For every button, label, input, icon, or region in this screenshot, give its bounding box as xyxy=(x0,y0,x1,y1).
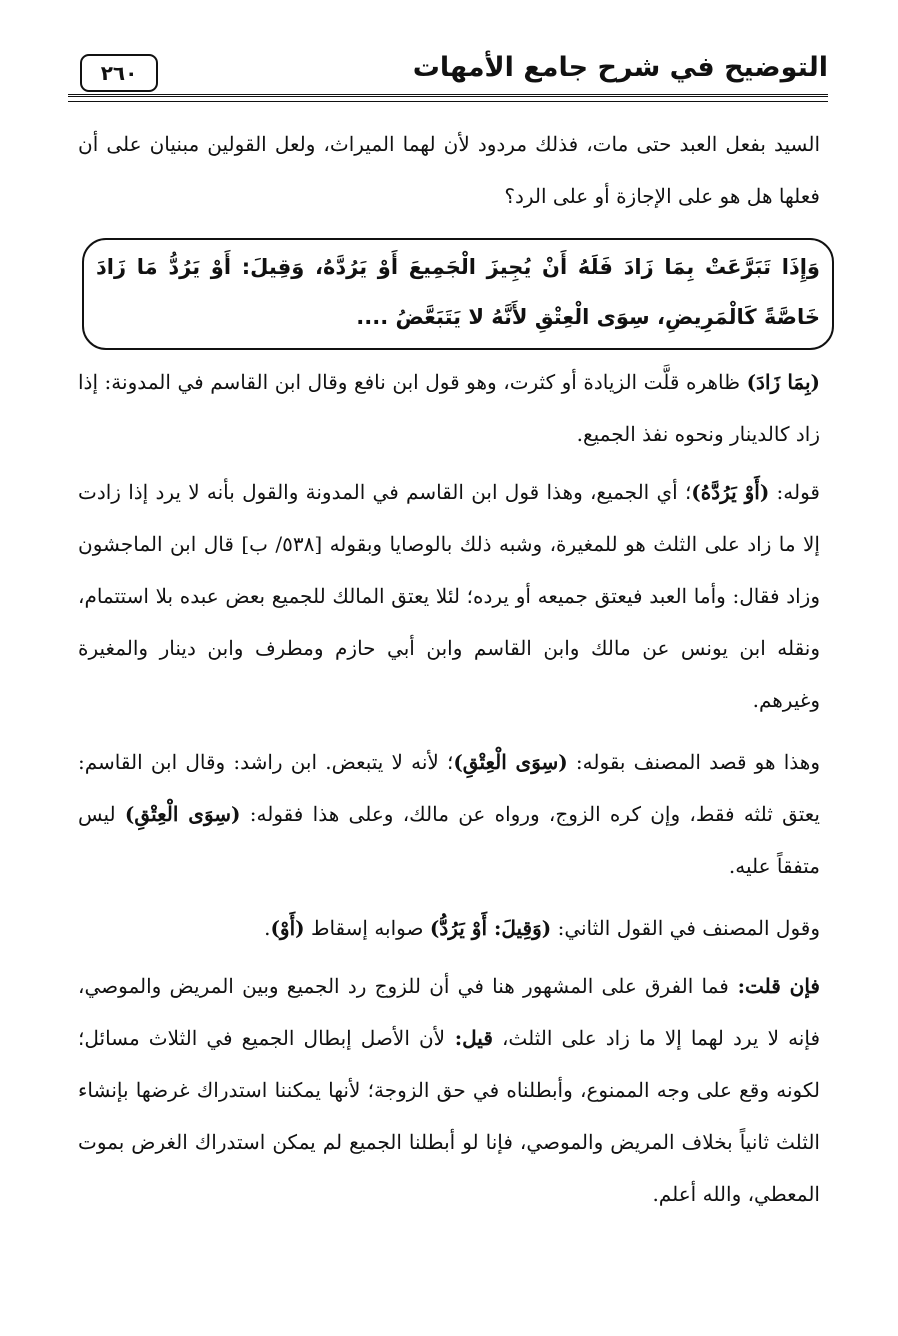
matn-quote: (أَوْ) xyxy=(270,916,305,940)
paragraph-4 xyxy=(78,736,820,892)
answer-lead: قيل: xyxy=(445,1026,493,1050)
paragraph-2 xyxy=(78,356,820,460)
commentary-text: صوابه إسقاط xyxy=(304,916,430,940)
matn-quote: (أَوْ يَرُدَّهُ) xyxy=(691,480,770,504)
commentary-text: ليس متفقاً عليه. xyxy=(78,802,820,878)
question-lead: فإن قلت: xyxy=(728,974,820,998)
commentary-text: ؛ أي الجميع، وهذا قول ابن القاسم في المدونة والقول بأنه لا يرد إذا زادت إلا ما زاد على الثلث هو للمغيرة، وشبه ذلك بالوصايا وبقوله [٥٣٨/ ب] قال ابن الماجشون وزاد فقال: وأما العبد فيعتق جميعه أو يرده؛ لئلا يعتق المالك للجميع بعض عبده بلا استتمام، ونقله ابن يونس عن مالك وابن القاسم وابن أبي حازم ومطرف وابن دينار والمغيرة وغيرهم. xyxy=(78,480,820,712)
page-header xyxy=(68,46,828,104)
page-number: ٢٦٠ xyxy=(100,61,138,85)
paragraph-6 xyxy=(78,960,820,1220)
commentary-text: فما الفرق على المشهور هنا في أن للزوج رد الجميع وبين المريض والموصي، فإنه لا يرد لهما إلا ما زاد على الثلث، xyxy=(78,974,821,1050)
page-number-badge xyxy=(80,54,158,92)
matn-quote: (سِوَى الْعِتْقِ) xyxy=(124,802,241,826)
commentary-lead: وهذا هو قصد المصنف بقوله: xyxy=(567,750,820,774)
header-rule xyxy=(68,94,828,102)
matn-quote: (بِمَا زَادَ) xyxy=(746,370,820,394)
commentary-text: ظاهره قلَّت الزيادة أو كثرت، وهو قول ابن نافع وقال ابن القاسم في المدونة: إذا زاد كالدينار ونحوه نفذ الجميع. xyxy=(78,370,820,446)
matn-quote: (سِوَى الْعِتْقِ) xyxy=(453,750,568,774)
paragraph-1: السيد بفعل العبد حتى مات، فذلك مردود لأن لهما الميراث، ولعل القولين مبنيان على أن فعلها هل هو على الإجازة أو على الرد؟ xyxy=(78,132,820,208)
paragraph-3 xyxy=(78,466,820,726)
matn-quote: (وَقِيلَ: أَوْ يَرُدُّ) xyxy=(429,916,552,940)
running-title: التوضيح في شرح جامع الأمهات xyxy=(412,52,828,83)
commentary-lead: وقول المصنف في القول الثاني: xyxy=(551,916,820,940)
commentary-text: . xyxy=(264,916,271,940)
matn-text: وَإِذَا تَبَرَّعَتْ بِمَا زَادَ فَلَهُ أَنْ يُجِيزَ الْجَمِيعَ أَوْ يَرُدَّهُ، وَقِيلَ: أَوْ يَرُدُّ مَا زَادَ خَاصَّةً كَالْمَرِيضِ، سِوَى الْعِتْقِ لأَنَّهُ لا يَتَبَعَّضُ .... xyxy=(96,255,820,329)
commentary-lead: قوله: xyxy=(769,480,820,504)
matn-box xyxy=(82,238,834,350)
paragraph-5 xyxy=(78,902,820,954)
commentary-text: لأن الأصل إبطال الجميع في الثلاث مسائل؛ لكونه وقع على وجه الممنوع، وأبطلناه في حق الزوجة؛ لأنها يمكننا استدراك غرضها بإنشاء الثلث ثانياً بخلاف المريض والموصي، فإنا لو أبطلنا الجميع لم يمكن استدراك الغرض بموت المعطي، والله أعلم. xyxy=(78,1026,820,1206)
commentary-text: ؛ لأنه لا يتبعض. ابن راشد: وقال ابن القاسم: يعتق ثلثه فقط، وإن كره الزوج، ورواه عن مالك، وعلى هذا فقوله: xyxy=(78,750,820,826)
